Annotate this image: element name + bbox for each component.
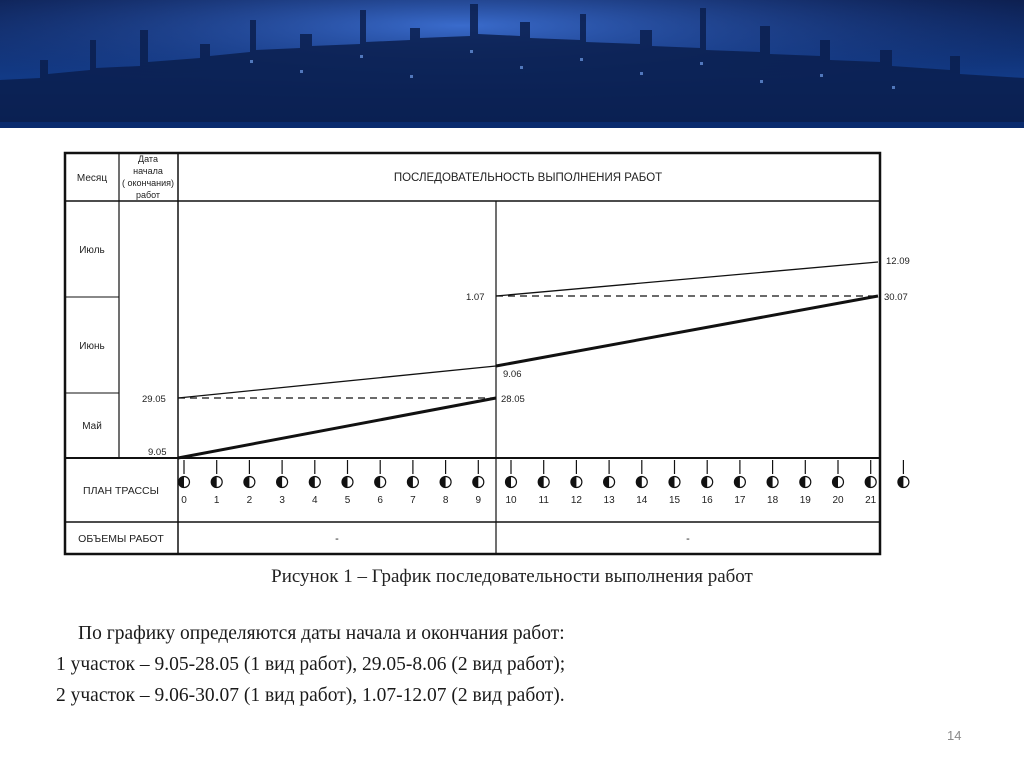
picket-number: 8 bbox=[442, 495, 449, 506]
picket-number: 3 bbox=[279, 495, 285, 506]
picket-number: 0 bbox=[181, 495, 187, 506]
volume-section-1: - bbox=[335, 533, 339, 545]
date-header-line-1: Дата bbox=[138, 154, 158, 164]
description-text bbox=[56, 618, 956, 711]
picket-number: 21 bbox=[865, 495, 877, 506]
volume-label: ОБЪЕМЫ РАБОТ bbox=[78, 533, 164, 545]
picket-number: 7 bbox=[410, 495, 416, 506]
picket-number: 10 bbox=[505, 495, 517, 506]
picket-number: 18 bbox=[767, 495, 779, 506]
route-pickets bbox=[179, 460, 909, 506]
month-june: Июнь bbox=[79, 341, 105, 352]
date-label-9-05: 9.05 bbox=[148, 447, 167, 458]
section-1-type-1-line bbox=[178, 398, 496, 458]
picket-number: 15 bbox=[668, 495, 681, 506]
picket-number: 11 bbox=[538, 495, 549, 506]
plan-label: ПЛАН ТРАССЫ bbox=[83, 485, 159, 497]
picket-number: 6 bbox=[377, 495, 383, 506]
picket-number: 13 bbox=[603, 495, 615, 506]
sequence-header: ПОСЛЕДОВАТЕЛЬНОСТЬ ВЫПОЛНЕНИЯ РАБОТ bbox=[393, 172, 663, 184]
month-header: Месяц bbox=[76, 173, 108, 184]
section-2-type-1-line bbox=[496, 296, 878, 366]
description-line-1: По графику определяются даты начала и окончания работ: bbox=[78, 623, 565, 644]
date-label-28-05: 28.05 bbox=[501, 394, 525, 405]
picket-number: 16 bbox=[701, 495, 713, 506]
month-may: Май bbox=[82, 421, 102, 432]
description-line-2: 1 участок – 9.05-28.05 (1 вид работ), 29.05-8.06 (2 вид работ); bbox=[56, 654, 566, 675]
picket-number: 2 bbox=[246, 495, 253, 506]
date-label-30-07: 30.07 bbox=[884, 292, 908, 303]
picket-number: 20 bbox=[832, 495, 844, 506]
schedule-grid bbox=[65, 153, 880, 554]
description-line-3: 2 участок – 9.06-30.07 (1 вид работ), 1.07-12.07 (2 вид работ). bbox=[56, 685, 565, 706]
picket-number: 9 bbox=[475, 495, 482, 506]
picket-number: 5 bbox=[344, 495, 351, 506]
picket-number: 14 bbox=[636, 495, 648, 506]
volume-section-2: - bbox=[686, 533, 690, 545]
picket-number: 4 bbox=[312, 495, 318, 506]
picket-number: 17 bbox=[734, 495, 746, 506]
picket-number: 19 bbox=[799, 495, 811, 506]
date-header-line-2: начала bbox=[133, 166, 163, 176]
page-number: 14 bbox=[947, 728, 962, 743]
section-1-type-2-line bbox=[178, 366, 496, 398]
month-july: Июль bbox=[79, 245, 105, 256]
date-label-12-09: 12.09 bbox=[886, 256, 910, 267]
figure-caption: Рисунок 1 – График последовательности выполнения работ bbox=[271, 566, 753, 587]
picket-number: 1 bbox=[213, 495, 220, 506]
section-2-type-2-line bbox=[496, 262, 878, 296]
date-label-29-05: 29.05 bbox=[142, 394, 166, 405]
date-header-line-3: ( окончания) bbox=[121, 178, 175, 188]
work-lines bbox=[178, 262, 878, 458]
date-label-1-07: 1.07 bbox=[466, 292, 485, 303]
picket-number: 12 bbox=[570, 495, 582, 506]
date-header-line-4: работ bbox=[135, 190, 161, 200]
date-label-9-06: 9.06 bbox=[503, 369, 522, 380]
